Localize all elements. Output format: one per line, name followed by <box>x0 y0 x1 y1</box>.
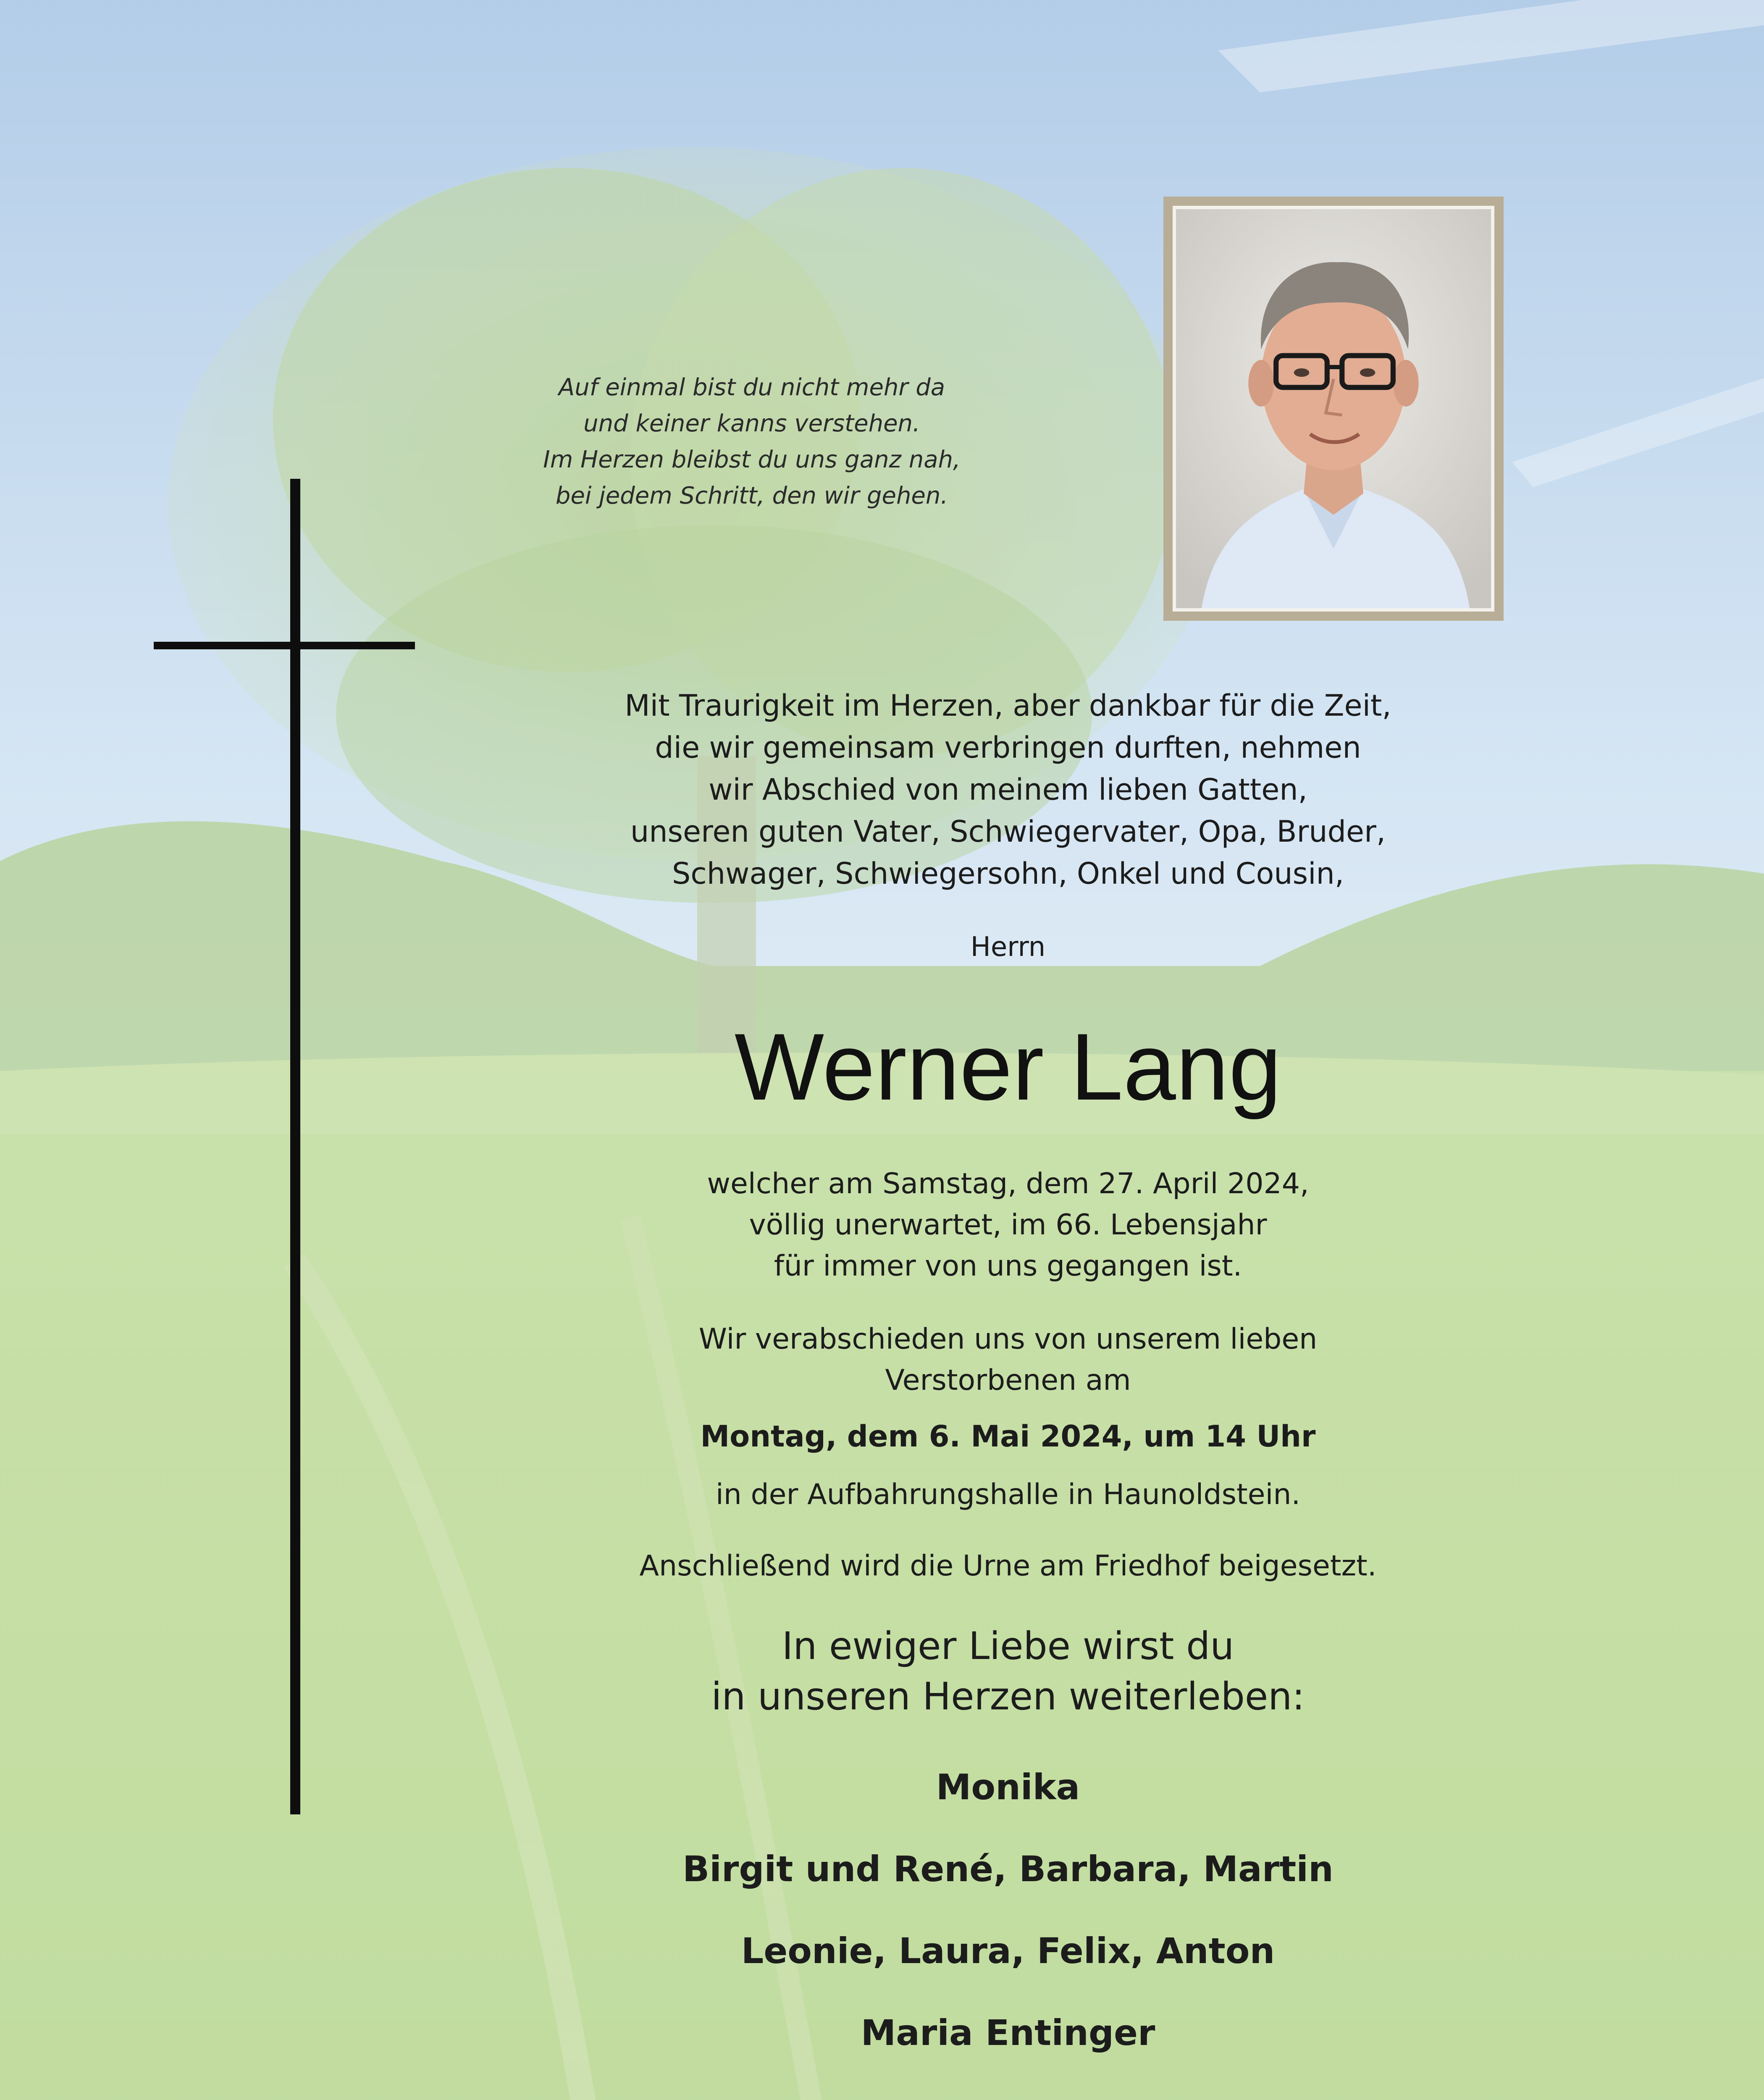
mourner-name: Leonie, Laura, Felix, Anton <box>741 1930 1275 1971</box>
love-line: In ewiger Liebe wirst du <box>782 1624 1234 1668</box>
deceased-name: Werner Lang <box>734 1013 1282 1120</box>
love-line: in unseren Herzen weiterleben: <box>711 1675 1305 1719</box>
poem-line: und keiner kanns verstehen. <box>583 410 920 437</box>
memorial-poem <box>483 370 1021 514</box>
intro-line: die wir gemeinsam verbringen durften, nehmen <box>655 730 1361 765</box>
intro-line: Schwager, Schwiegersohn, Onkel und Cousin, <box>672 856 1344 891</box>
ceremony-place: in der Aufbahrungshalle in Haunoldstein. <box>715 1478 1301 1511</box>
intro-line: unseren guten Vater, Schwiegervater, Opa, Bruder, <box>630 814 1386 849</box>
farewell-text <box>483 1319 1533 1401</box>
portrait-frame <box>1163 197 1504 621</box>
poem-line: bei jedem Schritt, den wir gehen. <box>555 482 948 509</box>
intro-text <box>483 685 1533 895</box>
cross-vertical-beam <box>290 479 300 1814</box>
death-notice-line: welcher am Samstag, dem 27. April 2024, <box>707 1167 1309 1200</box>
mourner-name: Monika <box>936 1767 1080 1808</box>
mourner-name: Maria Entinger <box>861 2012 1155 2053</box>
salutation: Herrn <box>970 932 1046 963</box>
death-notice <box>483 1163 1533 1287</box>
ceremony-date: Montag, dem 6. Mai 2024, um 14 Uhr <box>700 1419 1316 1454</box>
cross-horizontal-beam <box>154 642 415 649</box>
burial-note: Anschließend wird die Urne am Friedhof beigesetzt. <box>639 1549 1377 1583</box>
mourner-name: Birgit und René, Barbara, Martin <box>682 1848 1334 1890</box>
farewell-line: Verstorbenen am <box>885 1364 1131 1397</box>
farewell-line: Wir verabschieden uns von unserem lieben <box>698 1323 1318 1356</box>
intro-line: wir Abschied von meinem lieben Gatten, <box>709 772 1307 807</box>
love-statement <box>483 1621 1533 1722</box>
poem-line: Im Herzen bleibst du uns ganz nah, <box>543 446 961 473</box>
intro-line: Mit Traurigkeit im Herzen, aber dankbar für die Zeit, <box>625 688 1391 723</box>
death-notice-line: für immer von uns gegangen ist. <box>774 1250 1242 1283</box>
death-notice-line: völlig unerwartet, im 66. Lebensjahr <box>749 1208 1267 1242</box>
poem-line: Auf einmal bist du nicht mehr da <box>558 374 945 401</box>
portrait-photo <box>1176 209 1491 608</box>
